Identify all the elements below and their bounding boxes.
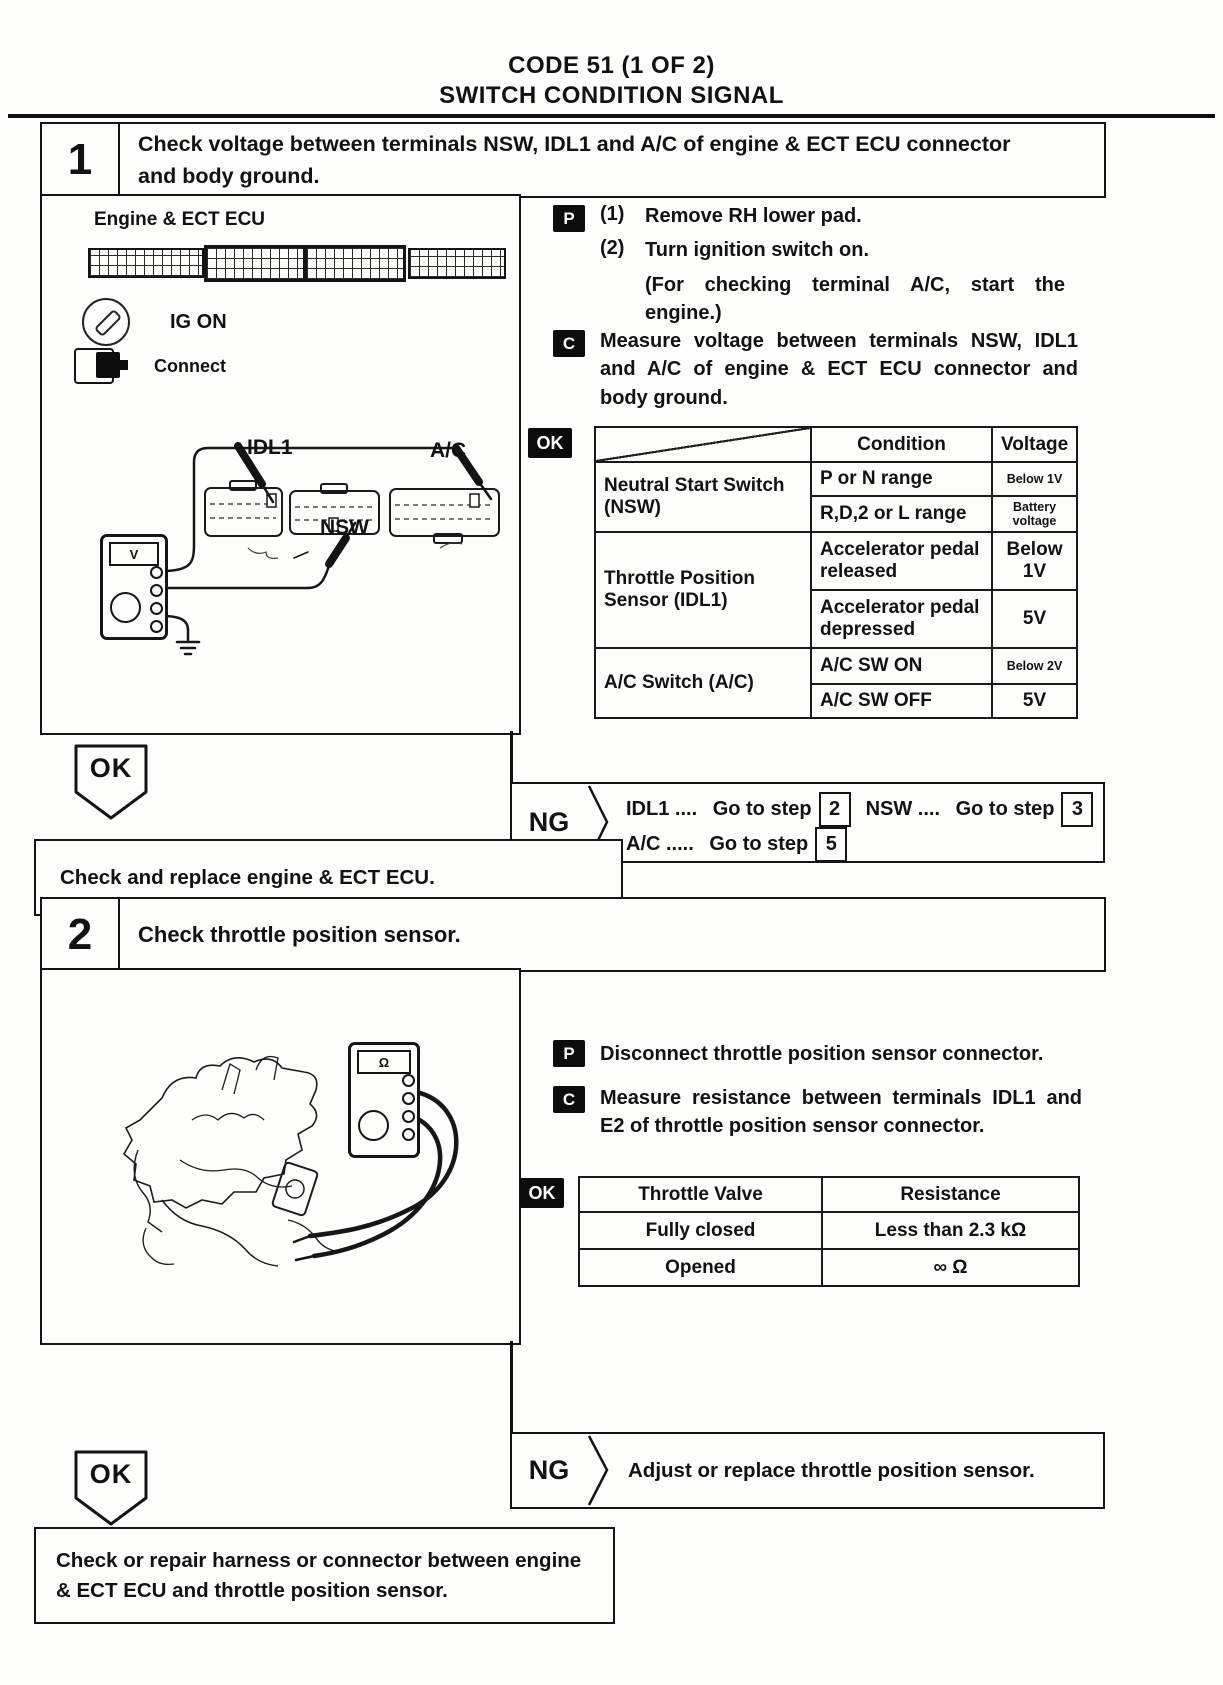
ng-route-action: Go to step: [955, 798, 1055, 820]
voltage-cell: Below 1V: [992, 462, 1077, 496]
engine-illustration: [42, 970, 519, 1343]
ok-badge-step2: OK: [520, 1178, 564, 1208]
ng-route-label: A/C .....: [626, 833, 694, 855]
result-box-step2: [34, 1527, 615, 1624]
ng-route-label: IDL1 ....: [626, 798, 698, 820]
voltmeter-illustration: [100, 534, 168, 640]
table-row: [595, 648, 1077, 684]
step2-illustration-panel: [40, 968, 521, 1345]
probe-label-nsw: NSW: [320, 516, 369, 539]
voltage-cell: Below 2V: [992, 648, 1077, 684]
resistance-cell: ∞ Ω: [822, 1249, 1079, 1286]
ng-label: NG: [528, 807, 570, 837]
prepare-item-number: (1): [600, 203, 625, 225]
condition-cell: A/C SW OFF: [811, 684, 992, 718]
ng-chevron-icon: [586, 1434, 612, 1507]
ng-route-label: NSW ....: [865, 798, 941, 820]
ng-label: NG: [528, 1455, 570, 1485]
ng-routes: [612, 784, 1100, 861]
valve-cell: Opened: [579, 1249, 822, 1286]
ohmmeter-illustration: [348, 1042, 420, 1158]
step1-number: 1: [42, 124, 120, 196]
ok-arrow-label: OK: [89, 753, 133, 783]
ig-on-label: IG ON: [170, 311, 227, 333]
ng-route-action: Go to step: [709, 833, 809, 855]
prepare-item-number: [600, 271, 645, 328]
ok-arrow-step2: [73, 1449, 149, 1527]
connect-label: Connect: [154, 356, 226, 376]
ng-route-line: [626, 827, 1100, 862]
step-ref: 2: [819, 792, 851, 827]
item-cell-ac: A/C Switch (A/C): [595, 648, 811, 718]
ng-route-line: [626, 792, 1100, 827]
resistance-table: [578, 1176, 1080, 1287]
step1-header: [40, 122, 1106, 198]
prepare-text-step2: Disconnect throttle position sensor connector.: [600, 1043, 1044, 1065]
valve-cell: Fully closed: [579, 1212, 822, 1249]
step1-illustration-panel: [40, 194, 521, 735]
voltage-cell: Battery voltage: [992, 496, 1077, 532]
voltage-table: [594, 426, 1078, 719]
table-header-row: [595, 427, 1077, 462]
prepare-item-text: Remove RH lower pad.: [645, 205, 862, 227]
prepare-badge-step1: P: [553, 205, 585, 232]
prepare-item: [600, 203, 1090, 230]
step-ref: 3: [1061, 792, 1093, 827]
throttle-valve-header: Throttle Valve: [579, 1177, 822, 1212]
result-text: Check and replace engine & ECT ECU.: [60, 865, 435, 889]
voltmeter-dial: [110, 592, 141, 623]
table-row: [579, 1249, 1079, 1286]
ecu-connector-label: Engine & ECT ECU: [94, 209, 266, 230]
step-ref: 5: [815, 827, 847, 862]
page-title-signal: SWITCH CONDITION SIGNAL: [439, 82, 784, 109]
voltage-cell: 5V: [992, 590, 1077, 648]
step2-number: 2: [42, 899, 120, 970]
condition-cell: R,D,2 or L range: [811, 496, 992, 532]
ok-arrow-step1: [73, 743, 149, 821]
ohmmeter-mode: Ω: [357, 1050, 411, 1074]
ng-strip-step2: [510, 1432, 1105, 1509]
title-underline: [8, 114, 1215, 118]
step2-title: [120, 899, 1104, 970]
prepare-item: [600, 271, 1090, 328]
voltage-header: Voltage: [992, 427, 1077, 462]
prepare-item: [600, 237, 1090, 264]
check-badge-step2: C: [553, 1086, 585, 1113]
voltage-cell: Below 1V: [992, 532, 1077, 590]
voltmeter-mode: V: [109, 542, 159, 566]
result-text: Check or repair harness or connector between engine & ECT ECU and throttle position sensor.: [56, 1548, 582, 1602]
prepare-item-text: Turn ignition switch on.: [645, 239, 870, 261]
table-row: [595, 462, 1077, 496]
condition-cell: Accelerator pedal depressed: [811, 590, 992, 648]
flow-line: [510, 1341, 513, 1432]
condition-cell: A/C SW ON: [811, 648, 992, 684]
prepare-badge-step2: P: [553, 1040, 585, 1067]
probe-label-ac: A/C: [430, 439, 467, 462]
probe-wiring-illustration: [42, 196, 519, 733]
voltage-cell: 5V: [992, 684, 1077, 718]
ok-badge-step1: OK: [528, 428, 572, 458]
check-text-step1: Measure voltage between terminals NSW, IDL1 and A/C of engine & ECT ECU connector and body ground.: [600, 330, 1078, 409]
step2-header: [40, 897, 1106, 972]
resistance-cell: Less than 2.3 kΩ: [822, 1212, 1079, 1249]
condition-header: Condition: [811, 427, 992, 462]
prepare-item-text: (For checking terminal A/C, start the engine.): [645, 274, 1065, 325]
page-title-code: CODE 51 (1 OF 2): [508, 52, 715, 79]
prepare-item-number: (2): [600, 237, 625, 259]
condition-cell: Accelerator pedal released: [811, 532, 992, 590]
probe-label-idl1: IDL1: [247, 436, 293, 459]
check-text-step2: Measure resistance between terminals IDL1 and E2 of throttle position sensor connector.: [600, 1087, 1082, 1138]
ok-arrow-label: OK: [89, 1459, 133, 1489]
prepare-list-step1: [600, 203, 1090, 335]
flow-line: [510, 731, 513, 782]
ng-action-text: Adjust or replace throttle position sensor.: [628, 1458, 1035, 1482]
diagonal-header-cell: [595, 427, 811, 462]
ng-route-action: Go to step: [712, 798, 812, 820]
check-badge-step1: C: [553, 330, 585, 357]
step2-title-text: Check throttle position sensor.: [138, 922, 461, 947]
table-row: [579, 1212, 1079, 1249]
table-header-row: [579, 1177, 1079, 1212]
ohmmeter-dial: [358, 1110, 389, 1141]
item-cell-tps: Throttle Position Sensor (IDL1): [595, 532, 811, 648]
step1-title-text: Check voltage between terminals NSW, IDL1 and A/C of engine & ECT ECU connector and body ground.: [138, 131, 1011, 188]
item-cell-nsw: Neutral Start Switch (NSW): [595, 462, 811, 532]
table-row: [595, 532, 1077, 590]
ng-text: [612, 1434, 1051, 1507]
condition-cell: P or N range: [811, 462, 992, 496]
step1-title: [120, 124, 1104, 196]
resistance-header: Resistance: [822, 1177, 1079, 1212]
